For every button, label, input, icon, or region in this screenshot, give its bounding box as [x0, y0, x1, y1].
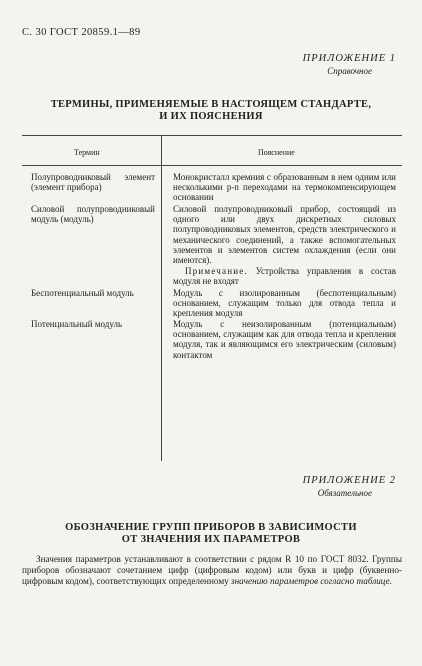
note-text: Устройства управления в состав модуля не входят: [173, 266, 397, 287]
explanation-cell: Модуль с изолированным (беспотенциальным) основанием, служащим только для отвода тепла и крепления модуля: [173, 288, 396, 319]
term-cell: Силовой полупроводниковый модуль (модуль): [31, 204, 155, 225]
explanation-cell: Силовой полупроводниковый прибор, состоящий из одного или двух дискретных силовых полупроводниковых элементов, средств электрического и механического соединений, а также вспомогательных элементов и элементов систем охлаждения (если они имеются).: [173, 204, 396, 266]
section-2-title-line-1: ОБОЗНАЧЕНИЕ ГРУПП ПРИБОРОВ В ЗАВИСИМОСТИ: [65, 522, 357, 533]
page-header: С. 30 ГОСТ 20859.1—89: [22, 27, 141, 38]
appendix-1-title: ПРИЛОЖЕНИЕ 1: [302, 53, 396, 64]
paragraph-italic-tail: значению параметров согласно таблице.: [231, 575, 393, 586]
paragraph-text: Значения параметров устанавливают в соответствии с рядом R 10 по ГОСТ 8032. Группы приборов обозначают сочетанием цифр (цифровым кодом) или букв и цифр (буквенно-цифровым кодом), соответствующих определенному: [22, 554, 402, 586]
note-cell: [173, 266, 396, 286]
table-header-rule: [22, 165, 402, 166]
column-header-explanation: Пояснение: [258, 148, 295, 157]
explanation-cell: Монокристалл кремния с образованным в нем одним или несколькими p-n переходами на термокомпенсирующем основании: [173, 172, 396, 203]
appendix-2-title: ПРИЛОЖЕНИЕ 2: [302, 475, 396, 486]
section-1-title: [0, 99, 422, 123]
term-cell: Потенциальный модуль: [31, 319, 123, 329]
explanation-cell: Модуль с неизолированным (потенциальным) основанием, служащим как для отвода тепла и крепления модуля, так и являющимся его электрическим (силовым) контактом: [173, 319, 396, 360]
table-column-divider: [161, 135, 162, 461]
term-cell: Беспотенциальный модуль: [31, 288, 134, 298]
appendix-1-subtitle: Справочное: [327, 66, 372, 76]
term-cell: Полупроводниковый элемент (элемент прибора): [31, 172, 155, 193]
section-2-title: [0, 522, 422, 546]
body-paragraph: [22, 554, 402, 586]
section-1-title-line-2: И ИХ ПОЯСНЕНИЯ: [159, 111, 263, 122]
table-top-rule: [22, 135, 402, 136]
note-label: Примечание.: [185, 266, 248, 276]
column-header-term: Термин: [74, 148, 100, 157]
section-1-title-line-1: ТЕРМИНЫ, ПРИМЕНЯЕМЫЕ В НАСТОЯЩЕМ СТАНДАРТЕ,: [50, 99, 372, 110]
appendix-2-subtitle: Обязательное: [317, 488, 372, 498]
section-2-title-line-2: ОТ ЗНАЧЕНИЯ ИХ ПАРАМЕТРОВ: [121, 534, 301, 545]
